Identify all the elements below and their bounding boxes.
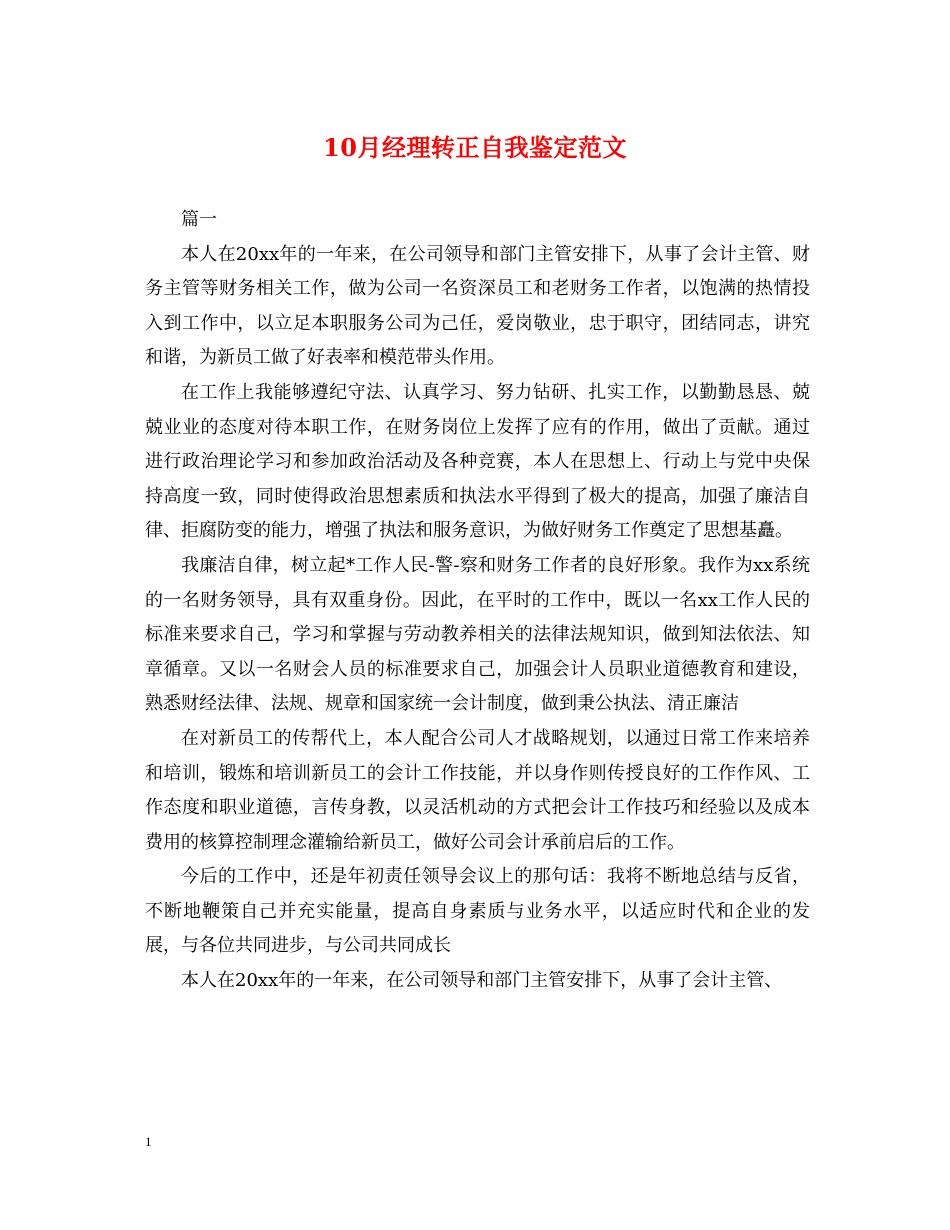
paragraph-intro: 本人在20xx年的一年来，在公司领导和部门主管安排下，从事了会计主管、财务主管等财务相关工作，做为公司一名资深员工和老财务工作者，以饱满的热情投入到工作中，以立足本职服务公司为己任，爱岗敬业，忠于职守，团结同志，讲究和谐，为新员工做了好表率和模范带头作用。 <box>145 243 810 369</box>
paragraph-repeat-intro: 本人在20xx年的一年来，在公司领导和部门主管安排下，从事了会计主管、 <box>181 970 783 992</box>
paragraph-future: 今后的工作中，还是年初责任领导会议上的那句话：我将不断地总结与反省，不断地鞭策自己并充实能量，提高自身素质与业务水平，以适应时代和企业的发展，与各位共同进步，与公司共同成长 <box>145 866 810 957</box>
document-title: 10月经理转正自我鉴定范文 <box>323 133 627 162</box>
paragraph-integrity: 我廉洁自律，树立起*工作人民-警-察和财务工作者的良好形象。我作为xx系统的一名财务领导，具有双重身份。因此，在平时的工作中，既以一名xx工作人民的标准来要求自己，学习和掌握与劳动教养相关的法律法规知识，做到知法依法、知章循章。又以一名财会人员的标准要求自己，加强会计人员职业道德教育和建设，熟悉财经法律、法规、规章和国家统一会计制度，做到秉公执法、清正廉洁 <box>145 554 810 715</box>
section-heading: 篇一 <box>181 209 217 230</box>
page-number: 1 <box>145 1134 152 1149</box>
document-body <box>145 203 810 999</box>
paragraph-work-attitude: 在工作上我能够遵纪守法、认真学习、努力钻研、扎实工作，以勤勤恳恳、兢兢业业的态度对待本职工作，在财务岗位上发挥了应有的作用，做出了贡献。通过进行政治理论学习和参加政治活动及各种竞赛，本人在思想上、行动上与党中央保持高度一致，同时使得政治思想素质和执法水平得到了极大的提高，加强了廉洁自律、拒腐防变的能力，增强了执法和服务意识，为做好财务工作奠定了思想基矗。 <box>145 381 810 542</box>
paragraph-mentoring: 在对新员工的传帮代上，本人配合公司人才战略规划，以通过日常工作来培养和培训，锻炼和培训新员工的会计工作技能，并以身作则传授良好的工作作风、工作态度和职业道德，言传身教，以灵活机动的方式把会计工作技巧和经验以及成本费用的核算控制理念灌输给新员工，做好公司会计承前启后的工作。 <box>145 727 810 853</box>
